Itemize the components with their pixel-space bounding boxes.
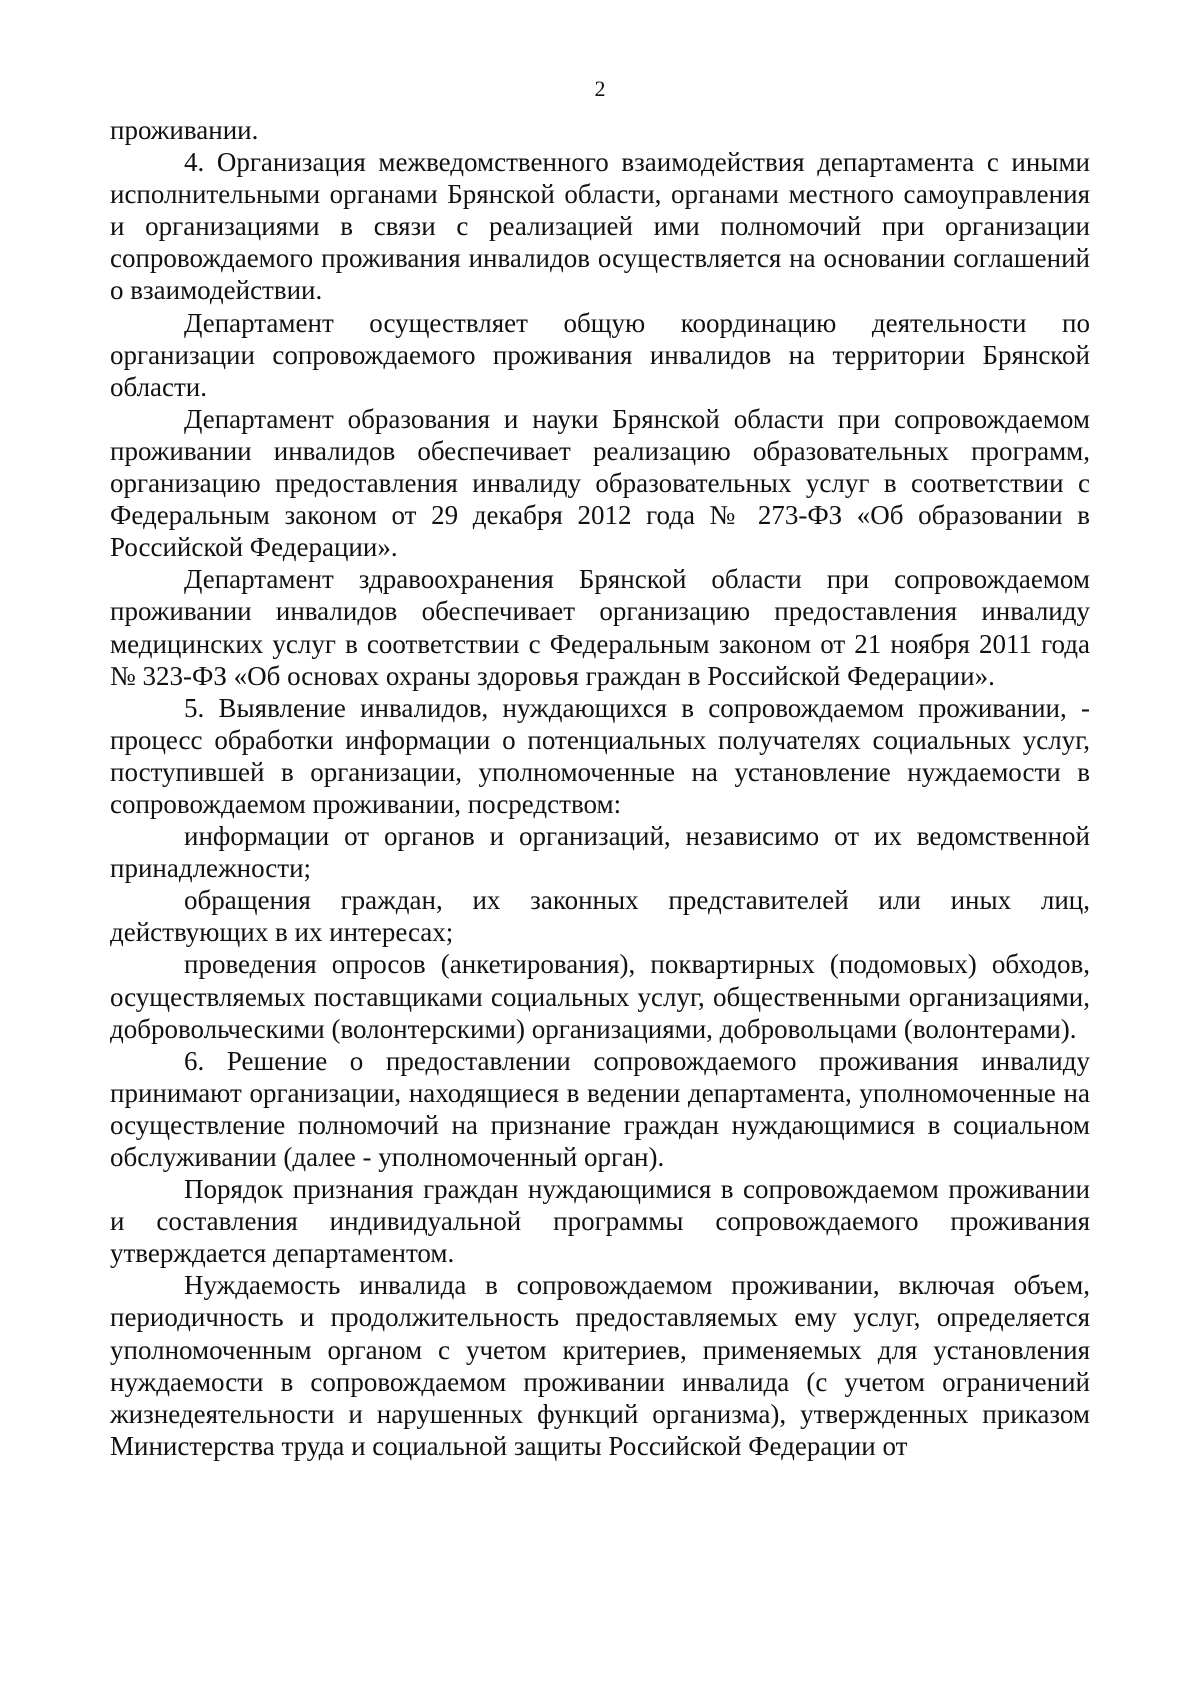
paragraph-education-department: Департамент образования и науки Брянской области при сопровождаемом проживании инвалидов обеспечивает реализацию образовательных программ, организацию предоставления инвалиду образовательных услуг в соответствии с Федеральным законом от 29 декабря 2012 года № 273-ФЗ «Об образовании в Российской Федерации».	[110, 403, 1090, 563]
paragraph-need-assessment: Нуждаемость инвалида в сопровождаемом проживании, включая объем, периодичность и продолжительность предоставляемых ему услуг, определяется уполномоченным органом с учетом критериев, применяемых для установления нуждаемости в сопровождаемом проживании инвалида (с учетом ограничений жизнедеятельности и нарушенных функций организма), утвержденных приказом Министерства труда и социальной защиты Российской Федерации от	[110, 1270, 1090, 1461]
paragraph-department-coordination: Департамент осуществляет общую координацию деятельности по организации сопровождаемого проживания инвалидов на территории Брянской области.	[110, 307, 1090, 402]
paragraph-health-department: Департамент здравоохранения Брянской области при сопровождаемом проживании инвалидов обеспечивает организацию предоставления инвалиду медицинских услуг в соответствии с Федеральным законом от 21 ноября 2011 года № 323-ФЗ «Об основах охраны здоровья граждан в Российской Федерации».	[110, 564, 1090, 691]
paragraph-item-5: 5. Выявление инвалидов, нуждающихся в сопровождаемом проживании, - процесс обработки информации о потенциальных получателях социальных услуг, поступившей в организации, уполномоченные на установление нуждаемости в сопровождаемом проживании, посредством:	[110, 692, 1090, 819]
paragraph-surveys: проведения опросов (анкетирования), поквартирных (подомовых) обходов, осуществляемых поставщиками социальных услуг, общественными организациями, добровольческими (волонтерскими) организациями, добровольцами (волонтерами).	[110, 949, 1090, 1044]
paragraph-citizen-appeals: обращения граждан, их законных представителей или иных лиц, действующих в их интересах;	[110, 885, 1090, 948]
page-number: 2	[594, 76, 606, 101]
paragraph-continuation: проживании.	[110, 115, 259, 145]
paragraph-item-6: 6. Решение о предоставлении сопровождаемого проживания инвалиду принимают организации, находящиеся в ведении департамента, уполномоченные на осуществление полномочий на признание граждан нуждающимися в социальном обслуживании (далее - уполномоченный орган).	[110, 1045, 1090, 1172]
document-body	[110, 114, 1090, 1462]
paragraph-procedure: Порядок признания граждан нуждающимися в сопровождаемом проживании и составления индивидуальной программы сопровождаемого проживания утверждается департаментом.	[110, 1174, 1090, 1269]
paragraph-item-4: 4. Организация межведомственного взаимодействия департамента с иными исполнительными органами Брянской области, органами местного самоуправления и организациями в связи с реализацией ими полномочий при организации сопровождаемого проживания инвалидов осуществляется на основании соглашений о взаимодействии.	[110, 147, 1090, 306]
paragraph-information-source: информации от органов и организаций, независимо от их ведомственной принадлежности;	[110, 821, 1090, 884]
